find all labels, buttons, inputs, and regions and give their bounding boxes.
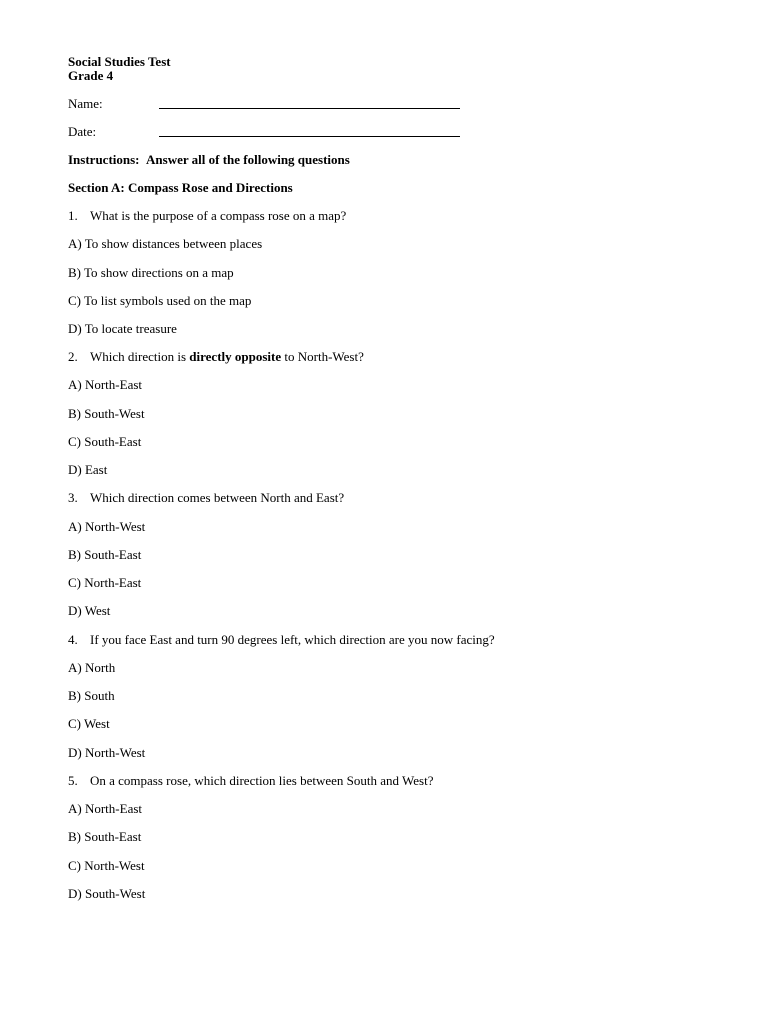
- option-5a: A) North-East: [68, 801, 143, 816]
- instructions-text: Answer all of the following questions: [146, 152, 350, 167]
- date-label: Date:: [68, 124, 97, 139]
- question-text: On a compass rose, which direction lies between South and West?: [90, 773, 434, 788]
- question-text: Which direction comes between North and East?: [90, 490, 345, 505]
- option-3d: D) West: [68, 603, 111, 618]
- question-number: 1.: [68, 208, 78, 223]
- question-3: [68, 491, 344, 505]
- option-3a: A) North-West: [68, 519, 146, 534]
- option-4c: C) West: [68, 716, 110, 731]
- question-number: 5.: [68, 773, 78, 788]
- question-number: 4.: [68, 632, 78, 647]
- question-text-start: Which direction is: [90, 349, 190, 364]
- option-3c: C) North-East: [68, 575, 142, 590]
- question-number: 3.: [68, 490, 78, 505]
- option-2c: C) South-East: [68, 434, 142, 449]
- instructions-label: Instructions:: [68, 152, 140, 167]
- option-3b: B) South-East: [68, 547, 142, 562]
- question-4: [68, 633, 495, 647]
- option-4b: B) South: [68, 688, 115, 703]
- option-5c: C) North-West: [68, 858, 145, 873]
- question-5: [68, 774, 434, 788]
- grade-label: Grade 4: [68, 68, 114, 83]
- date-answer-line[interactable]: [159, 136, 460, 137]
- name-answer-line[interactable]: [159, 108, 460, 109]
- option-4a: A) North: [68, 660, 116, 675]
- option-1c: C) To list symbols used on the map: [68, 293, 252, 308]
- option-5d: D) South-West: [68, 886, 146, 901]
- option-2a: A) North-East: [68, 377, 143, 392]
- question-number: 2.: [68, 349, 78, 364]
- option-4d: D) North-West: [68, 745, 146, 760]
- question-text-end: to North-West?: [281, 349, 364, 364]
- question-text: If you face East and turn 90 degrees left, which direction are you now facing?: [90, 632, 495, 647]
- test-title: Social Studies Test: [68, 54, 171, 69]
- question-2: [68, 350, 364, 364]
- option-2d: D) East: [68, 462, 108, 477]
- option-1d: D) To locate treasure: [68, 321, 177, 336]
- option-5b: B) South-East: [68, 829, 142, 844]
- question-text-emphasis: directly opposite: [189, 349, 282, 364]
- question-1: [68, 209, 346, 223]
- option-2b: B) South-West: [68, 406, 145, 421]
- question-text: What is the purpose of a compass rose on a map?: [90, 208, 347, 223]
- section-title: Section A: Compass Rose and Directions: [68, 180, 293, 195]
- name-label: Name:: [68, 96, 103, 111]
- option-1a: A) To show distances between places: [68, 236, 263, 251]
- option-1b: B) To show directions on a map: [68, 265, 234, 280]
- instructions: [68, 153, 350, 167]
